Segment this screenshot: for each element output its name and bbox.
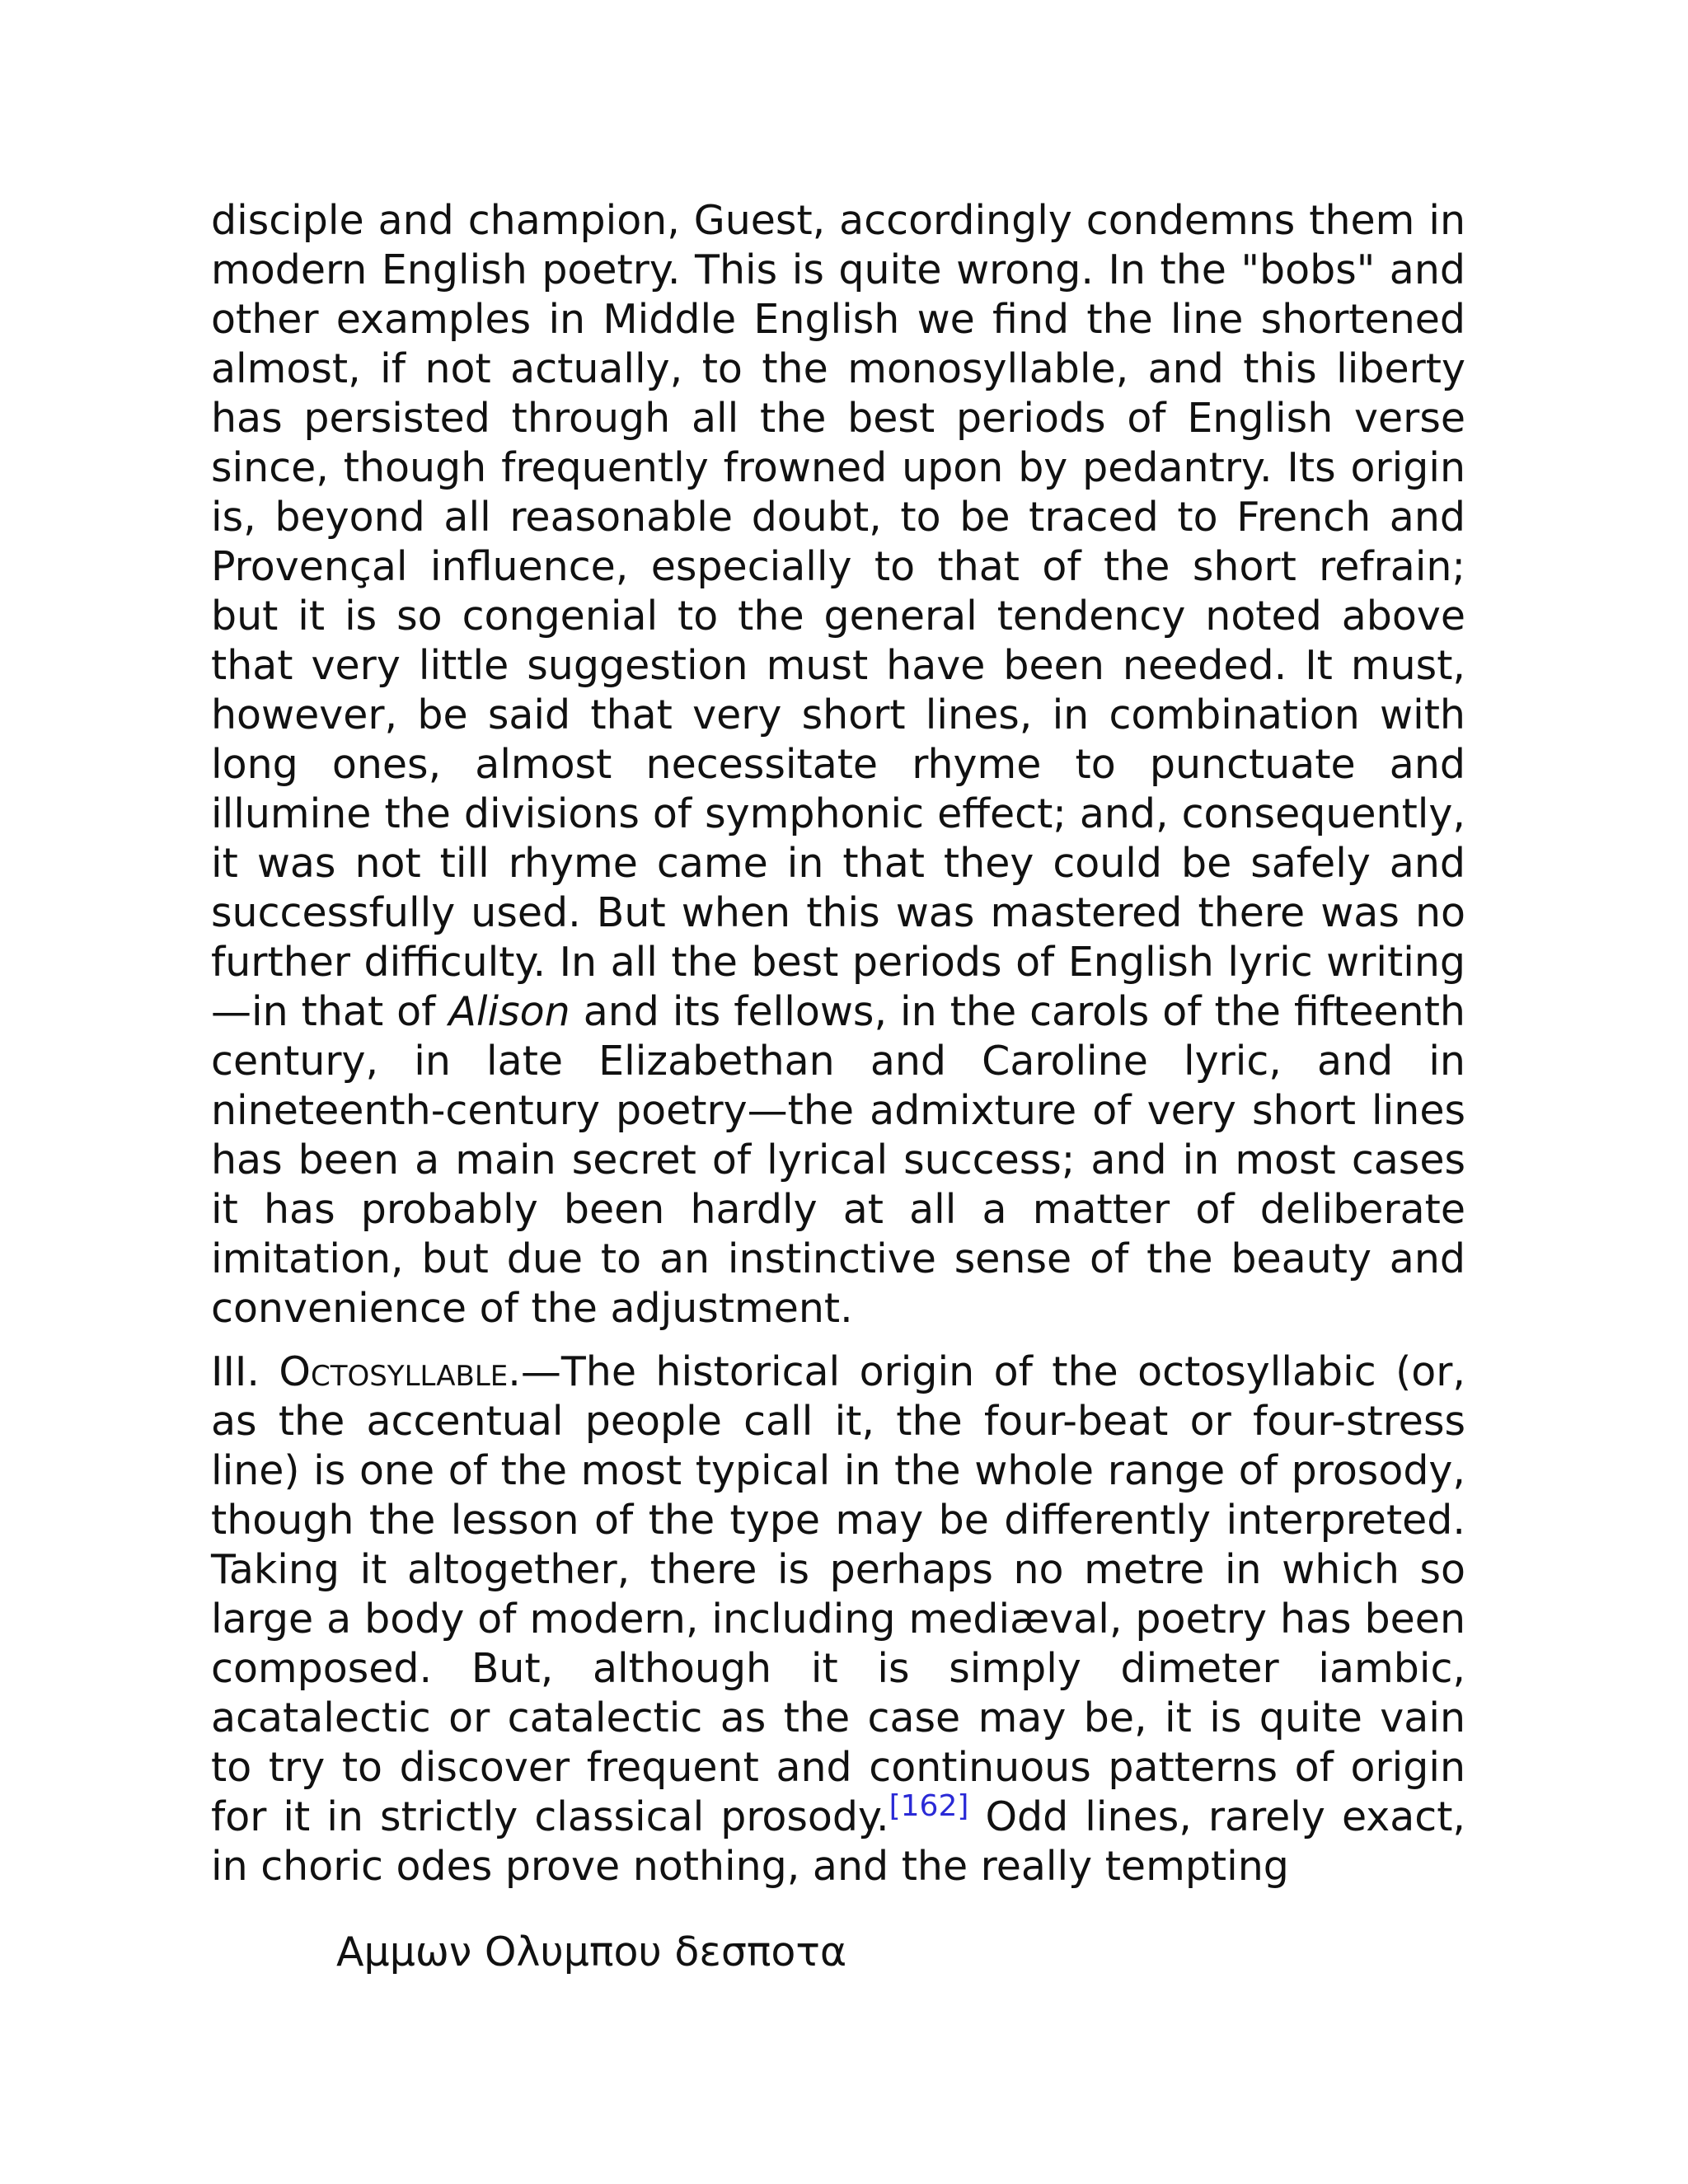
paragraph-text: Odd lines, rarely exact, in choric odes prove nothing, and the really tempting bbox=[211, 1793, 1465, 1890]
section-number: III. bbox=[211, 1348, 279, 1395]
section-heading: Octosyllable bbox=[279, 1348, 509, 1395]
footnote-link[interactable]: [162] bbox=[889, 1789, 969, 1823]
paragraph-octosyllable bbox=[211, 1347, 1465, 1891]
paragraph-text: disciple and champion, Guest, accordingly condemns them in modern English poetry. This is quite wrong. In the "bobs" and other examples in Middle English we find the line shortened almost, if not actually, to the monosyllable, and this liberty has persisted through all the best periods of English verse since, though frequently frowned upon by pedantry. Its origin is, beyond all reasonable doubt, to be traced to French and Provençal influence, especially to that of the short refrain; but it is so congenial to the general tendency noted above that very little suggestion must have been needed. It must, however, be said that very short lines, in combination with long ones, almost necessitate rhyme to punctuate and illumine the divisions of symphonic effect; and, consequently, it was not till rhyme came in that they could be safely and successfully used. But when this was mastered there was no further difficulty. In all the best periods of English lyric writing—in that of bbox=[211, 197, 1465, 1035]
italic-title-alison: Alison bbox=[448, 988, 570, 1035]
paragraph-short-lines bbox=[211, 196, 1465, 1333]
page-content bbox=[211, 196, 1465, 1977]
paragraph-text: and its fellows, in the carols of the fifteenth century, in late Elizabethan and Caroline lyric, and in nineteenth-century poetry—the admixture of very short lines has been a main secret of lyrical success; and in most cases it has probably been hardly at all a matter of deliberate imitation, but due to an instinctive sense of the beauty and convenience of the adjustment. bbox=[211, 988, 1465, 1332]
greek-verse-line: Αμμων Ολυμπου δεσποτα bbox=[336, 1929, 847, 1975]
paragraph-text: .—The historical origin of the octosyllabic (or, as the accentual people call it, the four-beat or four-stress line) is one of the most typical in the whole range of prosody, though the lesson of the type may be differently interpreted. Taking it altogether, there is perhaps no metre in which so large a body of modern, including mediæval, poetry has been composed. But, although it is simply dimeter iambic, acatalectic or catalectic as the case may be, it is quite vain to try to discover frequent and continuous patterns of origin for it in strictly classical prosody. bbox=[211, 1348, 1465, 1840]
